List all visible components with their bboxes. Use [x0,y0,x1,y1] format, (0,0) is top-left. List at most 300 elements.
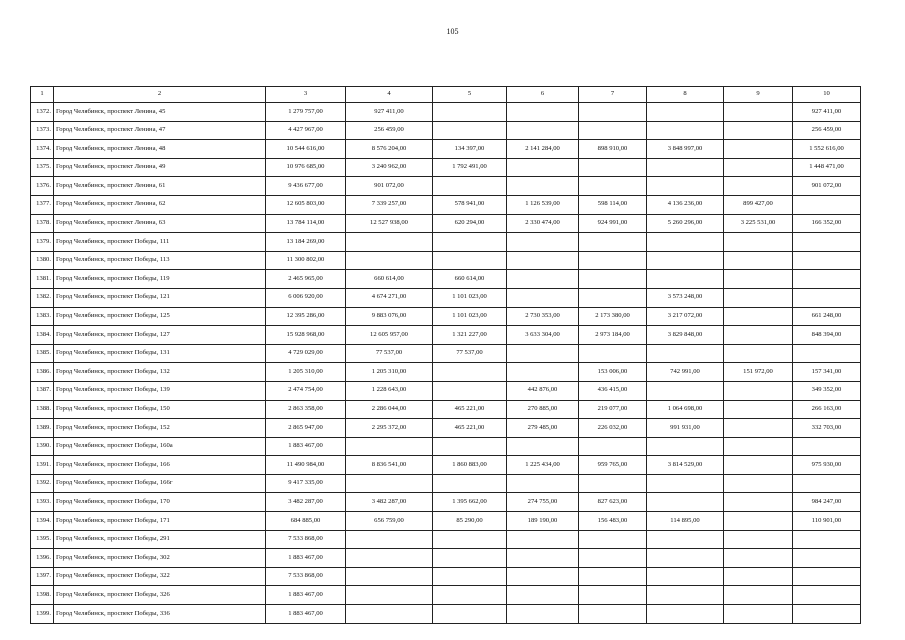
amount-cell: 77 537,00 [433,344,507,363]
amount-cell: 2 173 380,00 [579,307,647,326]
table-row [31,288,861,307]
amount-cell: 1 792 491,00 [433,158,507,177]
address-cell: Город Челябинск, проспект Победы, 113 [54,251,266,270]
amount-cell: 274 755,00 [507,493,579,512]
amount-cell: 110 901,00 [793,512,861,531]
amount-cell: 151 972,00 [724,363,793,382]
table-row [31,400,861,419]
amount-cell: 1 228 643,00 [346,381,433,400]
amount-cell: 578 941,00 [433,195,507,214]
address-cell: Город Челябинск, проспект Победы, 171 [54,512,266,531]
amount-cell [724,512,793,531]
amount-cell [579,437,647,456]
amount-cell [647,381,724,400]
amount-cell: 3 633 304,00 [507,326,579,345]
amount-cell [579,177,647,196]
table-row [31,530,861,549]
amount-cell [724,251,793,270]
amount-cell: 8 836 541,00 [346,456,433,475]
address-cell: Город Челябинск, проспект Победы, 150 [54,400,266,419]
amount-cell: 4 427 967,00 [266,121,346,140]
amount-cell [647,605,724,624]
amount-cell: 11 300 802,00 [266,251,346,270]
row-number-cell: 1373. [31,121,54,140]
amount-cell [647,530,724,549]
amount-cell [346,586,433,605]
table-row [31,270,861,289]
address-cell: Город Челябинск, проспект Ленина, 62 [54,195,266,214]
amount-cell: 1 395 662,00 [433,493,507,512]
amount-cell: 157 341,00 [793,363,861,382]
amount-cell: 3 829 848,00 [647,326,724,345]
amount-cell: 898 910,00 [579,140,647,159]
amount-cell [724,474,793,493]
amount-cell [793,288,861,307]
table-row [31,363,861,382]
amount-cell: 279 485,00 [507,419,579,438]
amount-cell [724,456,793,475]
amount-cell [647,344,724,363]
table-row [31,195,861,214]
row-number-cell: 1388. [31,400,54,419]
amount-cell: 9 883 076,00 [346,307,433,326]
table-row [31,158,861,177]
amount-cell [579,586,647,605]
amount-cell: 991 931,00 [647,419,724,438]
table-row [31,381,861,400]
amount-cell: 156 483,00 [579,512,647,531]
amount-cell: 620 294,00 [433,214,507,233]
amount-cell [507,605,579,624]
table-row [31,103,861,122]
table-body [31,103,861,624]
amount-cell: 12 605 803,00 [266,195,346,214]
amount-cell [724,140,793,159]
amount-cell: 13 184 269,00 [266,233,346,252]
address-cell: Город Челябинск, проспект Победы, 139 [54,381,266,400]
amount-cell: 9 436 677,00 [266,177,346,196]
address-cell: Город Челябинск, проспект Ленина, 61 [54,177,266,196]
amount-cell: 349 352,00 [793,381,861,400]
address-cell: Город Челябинск, проспект Победы, 326 [54,586,266,605]
amount-cell: 4 136 236,00 [647,195,724,214]
amount-cell [647,233,724,252]
amount-cell: 1 225 434,00 [507,456,579,475]
amount-cell: 2 141 284,00 [507,140,579,159]
amount-cell: 114 895,00 [647,512,724,531]
amount-cell [793,586,861,605]
amount-cell: 901 072,00 [346,177,433,196]
amount-cell: 3 482 287,00 [346,493,433,512]
amount-cell [647,177,724,196]
amount-cell: 11 490 984,00 [266,456,346,475]
address-cell: Город Челябинск, проспект Ленина, 48 [54,140,266,159]
address-cell: Город Челябинск, проспект Победы, 127 [54,326,266,345]
amount-cell [507,586,579,605]
amount-cell [507,103,579,122]
amount-cell [433,381,507,400]
amount-cell [579,530,647,549]
amount-cell [724,344,793,363]
row-number-cell: 1397. [31,567,54,586]
amount-cell [724,586,793,605]
amount-cell [346,437,433,456]
amount-cell: 2 865 947,00 [266,419,346,438]
row-number-cell: 1385. [31,344,54,363]
amount-cell [346,567,433,586]
table-row [31,121,861,140]
column-header: 5 [433,87,507,103]
amount-cell: 270 885,00 [507,400,579,419]
amount-cell: 7 339 257,00 [346,195,433,214]
address-cell: Город Челябинск, проспект Победы, 170 [54,493,266,512]
amount-cell [724,567,793,586]
address-cell: Город Челябинск, проспект Победы, 111 [54,233,266,252]
amount-cell [724,233,793,252]
amount-cell: 1 126 539,00 [507,195,579,214]
amount-cell: 9 417 335,00 [266,474,346,493]
amount-cell: 266 163,00 [793,400,861,419]
table-row [31,177,861,196]
column-header: 2 [54,87,266,103]
table-row [31,456,861,475]
table-row [31,567,861,586]
address-cell: Город Челябинск, проспект Победы, 322 [54,567,266,586]
row-number-cell: 1381. [31,270,54,289]
amount-cell [346,474,433,493]
amount-cell [433,103,507,122]
amount-cell: 927 411,00 [793,103,861,122]
amount-cell [507,177,579,196]
amount-cell: 3 225 531,00 [724,214,793,233]
row-number-cell: 1382. [31,288,54,307]
row-number-cell: 1383. [31,307,54,326]
row-number-cell: 1379. [31,233,54,252]
amount-cell [724,326,793,345]
address-cell: Город Челябинск, проспект Победы, 166 [54,456,266,475]
amount-cell [724,103,793,122]
column-header: 3 [266,87,346,103]
amount-cell: 901 072,00 [793,177,861,196]
amount-cell [647,437,724,456]
amount-cell [507,530,579,549]
amount-cell: 85 290,00 [433,512,507,531]
column-header: 10 [793,87,861,103]
address-cell: Город Челябинск, проспект Ленина, 49 [54,158,266,177]
header-row [31,87,861,103]
amount-cell [433,474,507,493]
amount-cell: 2 295 372,00 [346,419,433,438]
amount-cell [433,586,507,605]
amount-cell [507,437,579,456]
amount-cell [579,233,647,252]
amount-cell [647,549,724,568]
amount-cell [433,121,507,140]
table-row [31,251,861,270]
amount-cell [724,177,793,196]
amount-cell: 2 973 184,00 [579,326,647,345]
table-row [31,493,861,512]
address-cell: Город Челябинск, проспект Ленина, 63 [54,214,266,233]
amount-cell: 166 352,00 [793,214,861,233]
amount-cell [724,419,793,438]
amount-cell [433,251,507,270]
amount-cell: 13 784 114,00 [266,214,346,233]
amount-cell [793,195,861,214]
amount-cell: 256 459,00 [346,121,433,140]
amount-cell [724,288,793,307]
amount-cell: 1 101 023,00 [433,307,507,326]
row-number-cell: 1374. [31,140,54,159]
amount-cell: 1 064 698,00 [647,400,724,419]
amount-cell: 189 190,00 [507,512,579,531]
amount-cell [647,493,724,512]
amount-cell [647,586,724,605]
amount-cell [433,605,507,624]
amount-cell [433,549,507,568]
table-row [31,140,861,159]
amount-cell [346,605,433,624]
row-number-cell: 1394. [31,512,54,531]
address-cell: Город Челябинск, проспект Победы, 125 [54,307,266,326]
amount-cell: 1 883 467,00 [266,586,346,605]
table-row [31,549,861,568]
amount-cell: 899 427,00 [724,195,793,214]
amount-cell: 4 729 029,00 [266,344,346,363]
amount-cell [579,474,647,493]
amount-cell: 848 394,00 [793,326,861,345]
amount-cell: 984 247,00 [793,493,861,512]
amount-cell: 598 114,00 [579,195,647,214]
amount-cell: 3 240 962,00 [346,158,433,177]
amount-cell: 742 991,00 [647,363,724,382]
table-row [31,512,861,531]
amount-cell: 3 814 529,00 [647,456,724,475]
row-number-cell: 1372. [31,103,54,122]
column-header: 1 [31,87,54,103]
column-header: 9 [724,87,793,103]
amount-cell [724,605,793,624]
amount-cell [793,530,861,549]
amount-cell: 12 395 286,00 [266,307,346,326]
amount-cell [433,437,507,456]
amount-cell [724,530,793,549]
amount-cell: 959 765,00 [579,456,647,475]
row-number-cell: 1392. [31,474,54,493]
amount-cell [433,567,507,586]
amount-cell: 660 614,00 [433,270,507,289]
column-header: 8 [647,87,724,103]
amount-cell: 1 279 757,00 [266,103,346,122]
row-number-cell: 1389. [31,419,54,438]
row-number-cell: 1384. [31,326,54,345]
amount-cell: 1 883 467,00 [266,437,346,456]
row-number-cell: 1390. [31,437,54,456]
amount-cell [507,549,579,568]
table-row [31,605,861,624]
amount-cell [507,158,579,177]
amount-cell: 7 533 868,00 [266,530,346,549]
amount-cell: 2 730 353,00 [507,307,579,326]
amount-cell: 661 248,00 [793,307,861,326]
amount-cell: 77 537,00 [346,344,433,363]
amount-cell [647,270,724,289]
amount-cell [579,103,647,122]
amount-cell [647,103,724,122]
amount-cell [793,605,861,624]
amount-cell: 1 101 023,00 [433,288,507,307]
amount-cell [579,158,647,177]
repair-cost-table [30,86,861,624]
amount-cell: 10 976 685,00 [266,158,346,177]
table-row [31,419,861,438]
row-number-cell: 1386. [31,363,54,382]
address-cell: Город Челябинск, проспект Победы, 119 [54,270,266,289]
amount-cell: 1 883 467,00 [266,605,346,624]
amount-cell: 1 205 310,00 [346,363,433,382]
amount-cell [647,567,724,586]
amount-cell [724,437,793,456]
row-number-cell: 1396. [31,549,54,568]
amount-cell: 2 286 044,00 [346,400,433,419]
amount-cell [724,381,793,400]
page-number: 105 [446,27,459,36]
table-row [31,474,861,493]
amount-cell [793,270,861,289]
amount-cell: 2 863 358,00 [266,400,346,419]
amount-cell: 3 482 287,00 [266,493,346,512]
amount-cell: 12 527 938,00 [346,214,433,233]
amount-cell: 2 465 965,00 [266,270,346,289]
amount-cell: 256 459,00 [793,121,861,140]
amount-cell: 684 885,00 [266,512,346,531]
amount-cell [433,530,507,549]
amount-cell [579,270,647,289]
amount-cell: 1 860 883,00 [433,456,507,475]
table-row [31,437,861,456]
address-cell: Город Челябинск, проспект Победы, 166г [54,474,266,493]
amount-cell: 1 321 227,00 [433,326,507,345]
amount-cell [507,288,579,307]
amount-cell [647,121,724,140]
amount-cell: 3 573 248,00 [647,288,724,307]
amount-cell: 465 221,00 [433,400,507,419]
amount-cell: 6 006 920,00 [266,288,346,307]
address-cell: Город Челябинск, проспект Победы, 152 [54,419,266,438]
amount-cell: 134 397,00 [433,140,507,159]
amount-cell: 1 448 471,00 [793,158,861,177]
amount-cell [579,605,647,624]
row-number-cell: 1391. [31,456,54,475]
address-cell: Город Челябинск, проспект Ленина, 45 [54,103,266,122]
address-cell: Город Челябинск, проспект Победы, 160а [54,437,266,456]
amount-cell: 7 533 868,00 [266,567,346,586]
amount-cell [579,288,647,307]
amount-cell [793,437,861,456]
address-cell: Город Челябинск, проспект Победы, 291 [54,530,266,549]
amount-cell: 1 205 310,00 [266,363,346,382]
amount-cell [507,270,579,289]
amount-cell [433,177,507,196]
address-cell: Город Челябинск, проспект Победы, 131 [54,344,266,363]
amount-cell: 226 032,00 [579,419,647,438]
amount-cell [579,549,647,568]
amount-cell [579,567,647,586]
amount-cell: 332 703,00 [793,419,861,438]
amount-cell: 2 474 754,00 [266,381,346,400]
amount-cell [793,474,861,493]
amount-cell: 8 576 204,00 [346,140,433,159]
amount-cell [724,158,793,177]
amount-cell [724,307,793,326]
amount-cell [579,251,647,270]
amount-cell [793,251,861,270]
column-header: 4 [346,87,433,103]
table-row [31,233,861,252]
amount-cell: 1 552 616,00 [793,140,861,159]
amount-cell: 442 876,00 [507,381,579,400]
amount-cell: 5 260 296,00 [647,214,724,233]
address-cell: Город Челябинск, проспект Ленина, 47 [54,121,266,140]
table-row [31,214,861,233]
amount-cell [433,233,507,252]
amount-cell: 924 991,00 [579,214,647,233]
amount-cell: 219 077,00 [579,400,647,419]
amount-cell [724,270,793,289]
row-number-cell: 1377. [31,195,54,214]
amount-cell: 3 217 072,00 [647,307,724,326]
amount-cell [507,251,579,270]
address-cell: Город Челябинск, проспект Победы, 336 [54,605,266,624]
amount-cell [507,567,579,586]
amount-cell [346,251,433,270]
table-row [31,326,861,345]
row-number-cell: 1376. [31,177,54,196]
amount-cell [507,474,579,493]
amount-cell: 975 930,00 [793,456,861,475]
amount-cell [346,233,433,252]
amount-cell [647,251,724,270]
row-number-cell: 1398. [31,586,54,605]
address-cell: Город Челябинск, проспект Победы, 302 [54,549,266,568]
address-cell: Город Челябинск, проспект Победы, 132 [54,363,266,382]
address-cell: Город Челябинск, проспект Победы, 121 [54,288,266,307]
amount-cell: 15 928 968,00 [266,326,346,345]
amount-cell [793,233,861,252]
amount-cell [724,549,793,568]
column-header: 7 [579,87,647,103]
column-header: 6 [507,87,579,103]
table-row [31,344,861,363]
table-row [31,307,861,326]
amount-cell: 1 883 467,00 [266,549,346,568]
amount-cell: 153 006,00 [579,363,647,382]
amount-cell [433,363,507,382]
amount-cell [346,549,433,568]
row-number-cell: 1380. [31,251,54,270]
table-row [31,586,861,605]
amount-cell [724,121,793,140]
row-number-cell: 1387. [31,381,54,400]
amount-cell [579,121,647,140]
amount-cell [647,474,724,493]
row-number-cell: 1393. [31,493,54,512]
amount-cell [507,121,579,140]
row-number-cell: 1378. [31,214,54,233]
amount-cell: 927 411,00 [346,103,433,122]
amount-cell [724,493,793,512]
amount-cell: 10 544 616,00 [266,140,346,159]
